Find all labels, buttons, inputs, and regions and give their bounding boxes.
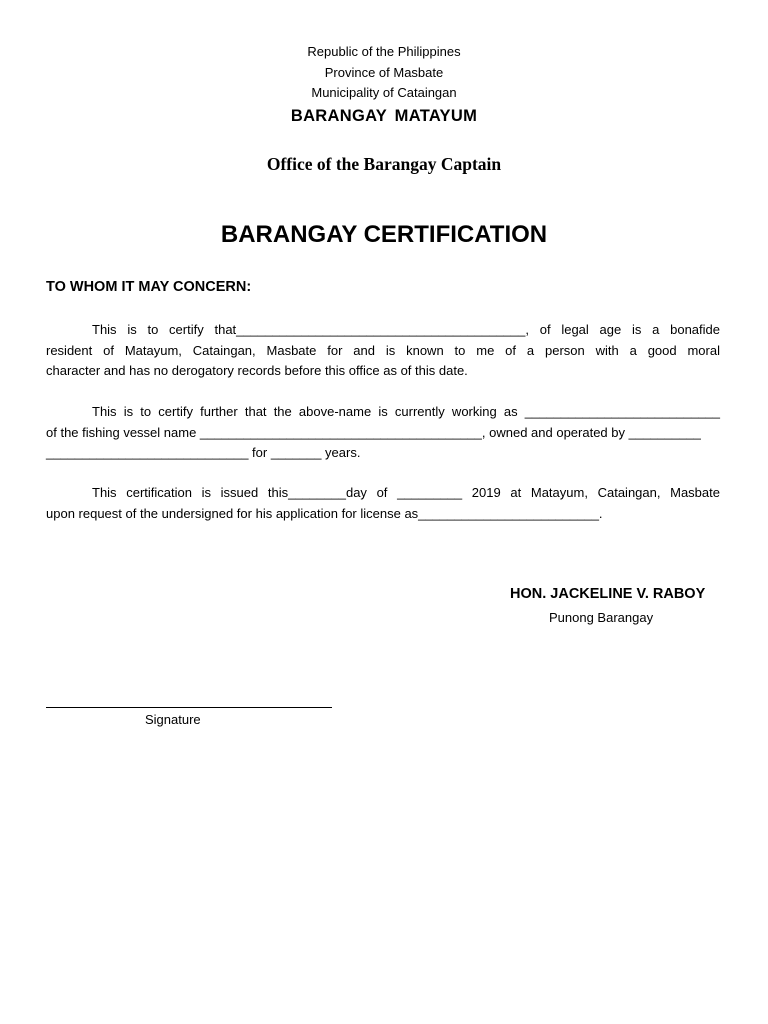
header-barangay: BARANGAY MATAYUM (290, 107, 478, 125)
salutation: TO WHOM IT MAY CONCERN: (46, 279, 252, 295)
paragraph-line: ____________________________ for _______ years. (46, 445, 361, 460)
header-office: Office of the Barangay Captain (266, 154, 502, 174)
header-province: Province of Masbate (324, 65, 444, 80)
paragraph-certify (46, 320, 720, 382)
paragraph-issuance (46, 483, 720, 524)
paragraph-line: This is to certify further that the above-name is currently working as ___________________________ (92, 404, 720, 419)
document-title: BARANGAY CERTIFICATION (220, 221, 548, 248)
signature-label: Signature (145, 712, 201, 727)
header-municipality: Municipality of Cataingan (311, 85, 457, 100)
signatory-position: Punong Barangay (549, 610, 654, 625)
paragraph-employment (46, 402, 720, 464)
paragraph-line: This is to certify that________________________________________, of legal age is a bonafide (92, 322, 720, 337)
paragraph-line: resident of Matayum, Cataingan, Masbate for and is known to me of a person with a good moral (46, 342, 720, 358)
signature-line (46, 707, 332, 708)
paragraph-line: This certification is issued this________day of _________ 2019 at Matayum, Cataingan, Masbate (92, 485, 720, 500)
header-republic: Republic of the Philippines (307, 44, 461, 59)
paragraph-line: of the fishing vessel name _______________________________________, owned and operated by __________ (46, 424, 701, 440)
paragraph-line: character and has no derogatory records before this office as of this date. (46, 363, 468, 378)
paragraph-line: upon request of the undersigned for his application for license as_________________________. (46, 505, 603, 521)
signatory-name: HON. JACKELINE V. RABOY (510, 586, 706, 602)
